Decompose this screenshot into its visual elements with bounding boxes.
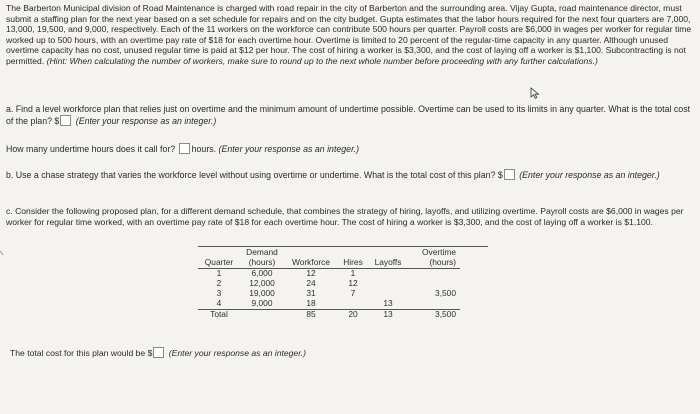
cell-overtime: 3,500 <box>435 288 456 299</box>
undertime-hours-input[interactable] <box>179 143 190 154</box>
cell-hires: 1 <box>350 268 356 279</box>
intro-text: The Barberton Municipal division of Road Maintenance is charged with road repair in the city of Barberton and the surrounding area. Vijay Gupta, road maintenance director, must submit a staffing plan for the next year based on a set schedule for repairs and on the city budget. Gupta estimates that the labor hours required for the next four quarters are 7,000, 13,000, 19,500, and 9,000, respectively. Each of the 11 workers on the workforce can contribute 500 hours per quarter. Payroll costs are $6,000 in wages per worker for regular time worked up to 500 hours, with an overtime pay rate of $18 for each overtime hour. Overtime is limited to 20 percent of the regular-time capacity in any quarter. Although unused overtime capacity has no cost, unused regular time is paid at $12 per hour. The cost of hiring a worker is $3,300, and the cost of laying off a worker is $1,100. Subcontracting is not permitted. <box>6 3 692 66</box>
part-a-answer-input[interactable] <box>60 115 71 126</box>
cell-demand: 12,000 <box>249 278 275 289</box>
header-hires: Hires <box>338 248 368 269</box>
header-workforce: Workforce <box>284 248 338 269</box>
intro-hint: (Hint: When calculating the number of workers, make sure to round up to the next whole number before proceeding with any further calculations.) <box>46 55 598 66</box>
header-overtime-line1: Overtime <box>422 247 456 257</box>
cell-workforce: 18 <box>306 298 316 309</box>
total-cost-hint: (Enter your response as an integer.) <box>168 348 307 358</box>
part-a-hint: (Enter your response as an integer.) <box>75 115 217 126</box>
cell-quarter: 2 <box>216 278 222 289</box>
cell-hires <box>338 299 368 310</box>
total-cost-question: The total cost for this plan would be $ <box>10 348 153 358</box>
part-a-question: a. Find a level workforce plan that relies just on overtime and the minimum amount of undertime possible. Overtime can be used to its limits in any quarter. What is the total cost of the plan? $ <box>6 104 691 126</box>
total-cost-line <box>10 347 306 358</box>
cell-overtime <box>408 299 460 310</box>
mouse-cursor-icon <box>530 87 540 99</box>
cell-total-demand <box>240 310 284 321</box>
cell-total-overtime: 3,500 <box>408 310 460 321</box>
header-overtime-line2: (hours) <box>429 256 456 267</box>
table-header-row <box>198 248 460 269</box>
header-demand-line2: (hours) <box>248 256 276 267</box>
part-c-text: c. Consider the following proposed plan, for a different demand schedule, that combines the strategy of hiring, layoffs, and utilizing overtime. Payroll costs are $6,000 in wages per worker for regular time worked, with an overtime pay rate of $18 for each overtime hour. The cost of hiring a worker is $3,300, and the cost of laying off a worker is $1,100. <box>6 206 684 227</box>
header-quarter: Quarter <box>198 248 240 269</box>
cell-workforce: 31 <box>306 288 316 299</box>
header-layoffs: Layoffs <box>368 248 408 269</box>
staffing-plan-table <box>198 248 460 320</box>
part-a <box>6 104 696 127</box>
cell-quarter: 3 <box>216 288 222 299</box>
cell-layoffs <box>368 279 408 289</box>
table-row <box>198 279 460 289</box>
part-b-hint: (Enter your response as an integer.) <box>519 170 660 180</box>
undertime-hint: (Enter your response as an integer.) <box>218 144 360 154</box>
part-c <box>6 206 696 227</box>
table-row <box>198 289 460 299</box>
header-overtime <box>408 248 460 269</box>
part-b-question: b. Use a chase strategy that varies the workforce level without using overtime or undertime. What is the total cost of this plan? $ <box>6 170 503 180</box>
part-b-answer-input[interactable] <box>504 169 515 180</box>
problem-page <box>6 3 696 227</box>
cell-demand: 9,000 <box>251 298 273 309</box>
table-row <box>198 299 460 310</box>
cell-hires: 12 <box>348 278 358 289</box>
undertime-suffix: hours. <box>191 144 217 154</box>
header-demand-line1: Demand <box>246 247 278 257</box>
cell-hires: 7 <box>350 288 356 299</box>
side-chevron-icon <box>0 250 4 262</box>
problem-intro <box>6 3 696 67</box>
cell-total-layoffs: 13 <box>368 310 408 321</box>
cell-quarter: 4 <box>216 298 222 309</box>
table-row <box>198 269 460 280</box>
undertime-question: How many undertime hours does it call for? <box>6 144 176 154</box>
cell-layoffs: 13 <box>383 298 393 309</box>
cell-total-label: Total <box>198 310 240 321</box>
cell-quarter: 1 <box>216 268 222 279</box>
cell-total-workforce: 85 <box>284 310 338 321</box>
part-b <box>6 169 696 181</box>
header-demand <box>240 248 284 269</box>
cell-workforce: 24 <box>306 278 316 289</box>
table-total-row <box>198 310 460 321</box>
cell-workforce: 12 <box>306 268 316 279</box>
total-cost-input[interactable] <box>153 347 164 358</box>
part-a-undertime <box>6 143 359 155</box>
cell-demand: 6,000 <box>251 268 273 279</box>
cell-overtime <box>408 269 460 280</box>
cell-total-hires: 20 <box>338 310 368 321</box>
cell-demand: 19,000 <box>249 288 275 299</box>
cell-layoffs <box>368 269 408 280</box>
